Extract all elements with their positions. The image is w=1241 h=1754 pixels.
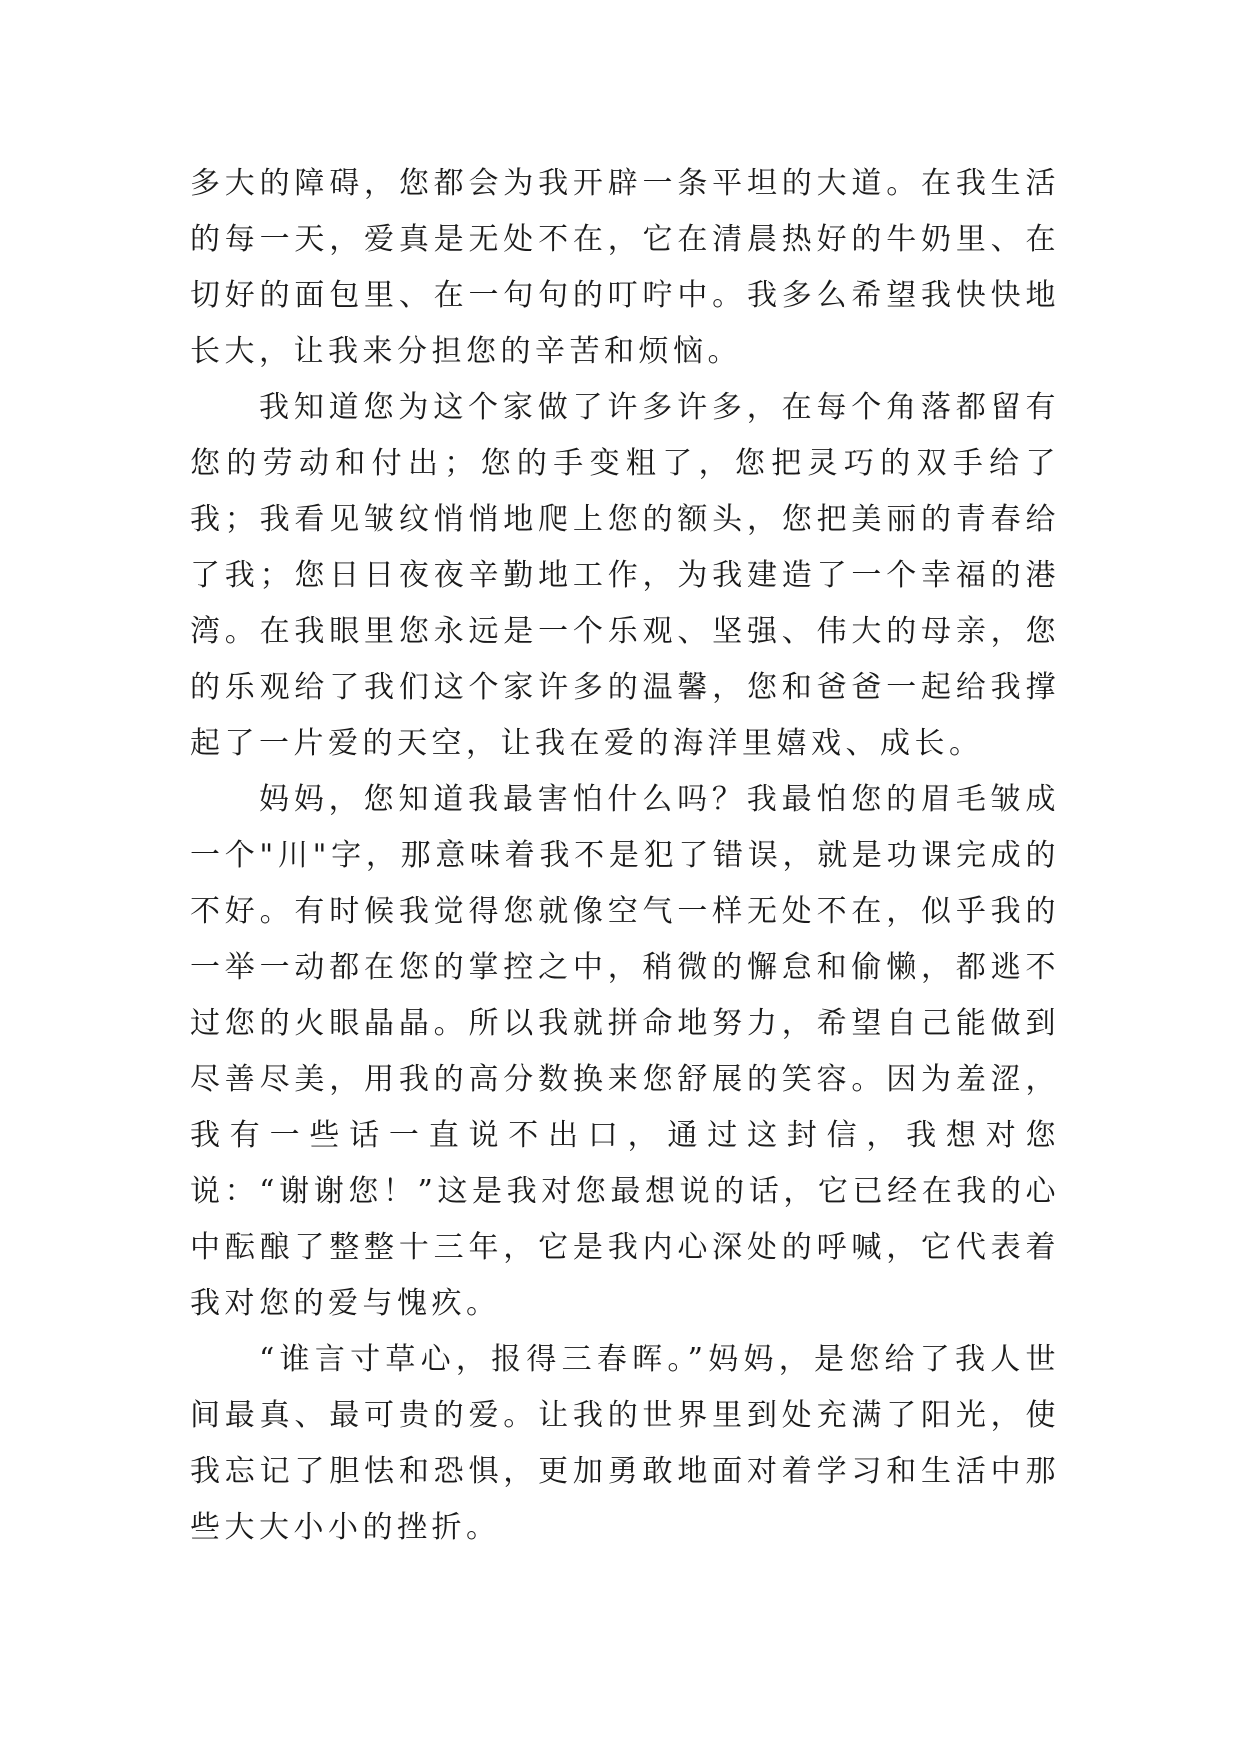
document-body bbox=[190, 156, 1060, 1556]
paragraph-2: 我知道您为这个家做了许多许多，在每个角落都留有您的劳动和付出；您的手变粗了，您把灵巧的双手给了我；我看见皱纹悄悄地爬上您的额头，您把美丽的青春给了我；您日日夜夜辛勤地工作，为我建造了一个幸福的港湾。在我眼里您永远是一个乐观、坚强、伟大的母亲，您的乐观给了我们这个家许多的温馨，您和爸爸一起给我撑起了一片爱的天空，让我在爱的海洋里嬉戏、成长。 bbox=[190, 390, 1060, 761]
paragraph-1: 多大的障碍，您都会为我开辟一条平坦的大道。在我生活的每一天，爱真是无处不在，它在清晨热好的牛奶里、在切好的面包里、在一句句的叮咛中。我多么希望我快快地长大，让我来分担您的辛苦和烦恼。 bbox=[190, 166, 1060, 369]
paragraph-4: “谁言寸草心，报得三春晖。”妈妈，是您给了我人世间最真、最可贵的爱。让我的世界里到处充满了阳光，使我忘记了胆怯和恐惧，更加勇敢地面对着学习和生活中那些大大小小的挫折。 bbox=[190, 1342, 1060, 1545]
paragraph-3: 妈妈，您知道我最害怕什么吗？我最怕您的眉毛皱成一个"川"字，那意味着我不是犯了错误，就是功课完成的不好。有时候我觉得您就像空气一样无处不在，似乎我的一举一动都在您的掌控之中，稍微的懈怠和偷懒，都逃不过您的火眼晶晶。所以我就拼命地努力，希望自己能做到尽善尽美，用我的高分数换来您舒展的笑容。因为羞涩，我有一些话一直说不出口，通过这封信，我想对您说：“谢谢您！”这是我对您最想说的话，它已经在我的心中酝酿了整整十三年，它是我内心深处的呼喊，它代表着我对您的爱与愧疚。 bbox=[190, 782, 1060, 1321]
